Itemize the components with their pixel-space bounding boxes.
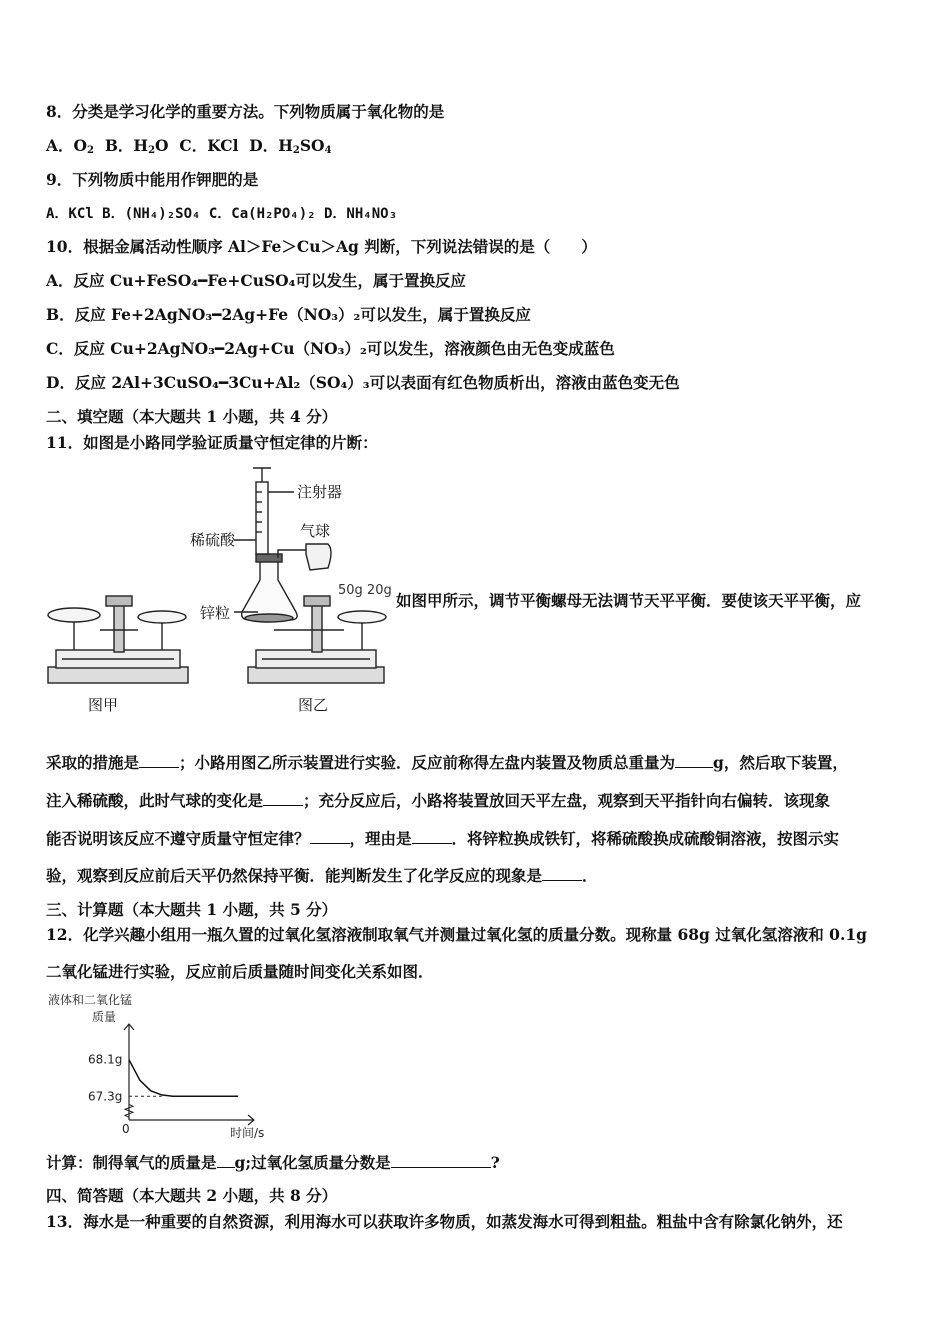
section-calc-heading: 三、计算题（本大题共 1 小题，共 5 分） — [46, 900, 338, 919]
q9-options: A．KCl B．(NH₄)₂SO₄ C．Ca(H₂PO₄)₂ D．NH₄NO₃ — [46, 206, 398, 222]
chart-xlabel: 时间/s — [230, 1126, 265, 1140]
chart-ylabel-2: 质量 — [92, 1010, 117, 1024]
answer-blank — [139, 752, 179, 768]
q8-stem: 8．分类是学习化学的重要方法。下列物质属于氧化物的是 — [46, 102, 445, 121]
q8-option-c: C．KCl — [179, 136, 239, 155]
chart-origin: 0 — [122, 1122, 130, 1136]
answer-blank — [542, 865, 582, 881]
q8-option-b: B．$H_2O$ — [104, 136, 169, 156]
section-short-answer-heading: 四、简答题（本大题共 2 小题，共 8 分） — [46, 1186, 338, 1205]
label-syringe: 注射器 — [297, 483, 343, 501]
q8-option-a: A．$O_2$ — [46, 136, 95, 156]
q8-options — [46, 136, 332, 161]
q10-stem: 10．根据金属活动性顺序 Al＞Fe＞Cu＞Ag 判断，下列说法错误的是（ ） — [46, 237, 597, 256]
q12-calc: 计算：制得氧气的质量是 g;过氧化氢质量分数是 ? — [46, 1153, 500, 1172]
label-acid: 稀硫酸 — [190, 531, 236, 549]
q10-option-b: B．反应 Fe+2AgNO₃━2Ag+Fe（NO₃）₂可以发生，属于置换反应 — [46, 305, 531, 324]
answer-blank — [263, 790, 303, 806]
chart-ytick-68-1: 68.1g — [88, 1052, 123, 1067]
q11-line3: 能否说明该反应不遵守质量守恒定律？ ，理由是 ．将锌粒换成铁钉，将稀硫酸换成硫酸铜溶液，按图示实 — [46, 829, 840, 848]
answer-blank — [217, 1152, 235, 1168]
q11-side-text: 如图甲所示，调节平衡螺母无法调节天平平衡．要使该天平平衡，应 — [396, 591, 862, 610]
label-fig-b: 图乙 — [298, 696, 329, 714]
q11-stem: 11．如图是小路同学验证质量守恒定律的片断： — [46, 433, 378, 452]
chart-ylabel-1: 液体和二氧化锰 — [48, 993, 133, 1007]
q10-option-d: D．反应 2Al+3CuSO₄━3Cu+Al₂（SO₄）₃可以表面有红色物质析出，溶液由蓝色变无色 — [46, 373, 680, 392]
answer-blank — [412, 828, 452, 844]
q11-line2: 注入稀硫酸，此时气球的变化是 ；充分反应后，小路将装置放回天平左盘，观察到天平指针向右偏转．该现象 — [46, 791, 831, 810]
q11-line1: 采取的措施是 ；小路用图乙所示装置进行实验．反应前称得左盘内装置及物质总重量为 g，然后取下装置， — [46, 753, 848, 772]
q13-line1: 13．海水是一种重要的自然资源，利用海水可以获取许多物质，如蒸发海水可得到粗盐。粗盐中含有除氯化钠外，还 — [46, 1212, 843, 1231]
answer-blank — [391, 1152, 491, 1168]
section-fill-blank-heading: 二、填空题（本大题共 1 小题，共 4 分） — [46, 407, 338, 426]
q12-line1: 12．化学兴趣小组用一瓶久置的过氧化氢溶液制取氧气并测量过氧化氢的质量分数。现称量 68g 过氧化氢溶液和 0.1g — [46, 925, 867, 944]
label-weights: 50g 20g — [338, 583, 392, 598]
chart-series-line — [129, 1060, 238, 1097]
q12-chart — [44, 988, 294, 1140]
answer-blank — [675, 752, 713, 768]
q9-stem: 9．下列物质中能用作钾肥的是 — [46, 170, 259, 189]
label-fig-a: 图甲 — [88, 696, 119, 714]
label-zinc: 锌粒 — [200, 604, 231, 622]
chart-ytick-67-3: 67.3g — [88, 1089, 123, 1104]
q12-line2: 二氧化锰进行实验，反应前后质量随时间变化关系如图． — [46, 962, 434, 981]
q11-line4: 验，观察到反应前后天平仍然保持平衡．能判断发生了化学反应的现象是 ． — [46, 866, 598, 885]
q10-option-a: A．反应 Cu+FeSO₄━Fe+CuSO₄可以发生，属于置换反应 — [46, 271, 466, 290]
q8-option-d: D．$H_2SO_4$ — [249, 136, 332, 156]
q10-option-c: C．反应 Cu+2AgNO₃━2Ag+Cu（NO₃）₂可以发生，溶液颜色由无色变成蓝色 — [46, 339, 615, 358]
q11-figure — [44, 462, 394, 720]
answer-blank — [310, 828, 350, 844]
label-balloon: 气球 — [300, 522, 331, 540]
